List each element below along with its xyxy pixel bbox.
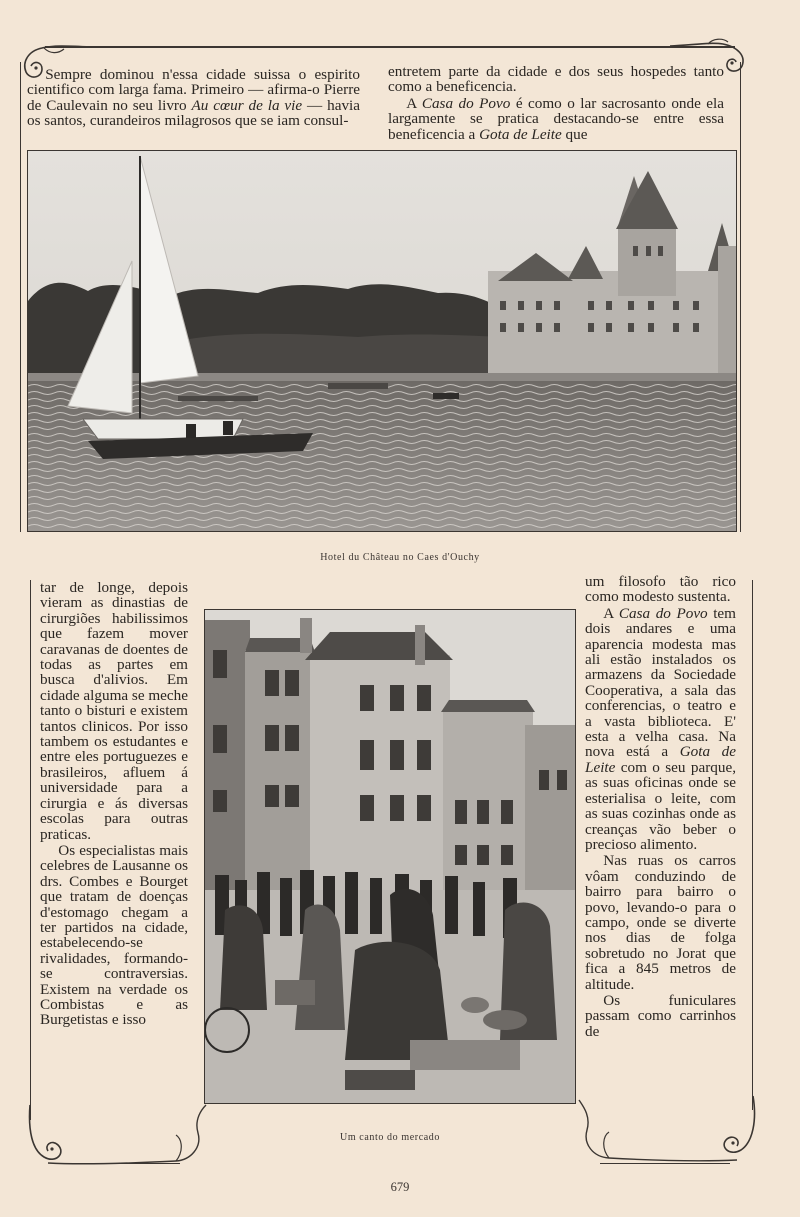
paragraph: Os funiculares passam como carrinhos de [585,991,736,1040]
paragraph: um filosofo tão rico como modesto sustenta. [585,573,736,606]
photo-hotel-chateau [27,150,737,532]
paragraph: tar de longe, depois vieram as dinastias de cirurgiões habilissimos que fazem mover caravanas de doentes de todas as partes em busca d'alivios. Em cidade alguma se meche tanto o bisturi e existem tantos clinicos. Por isso tambem os estudantes e entre eles portuguezes e brasileiros, afluem á universidade para a cirurgia e ás diversas escolas para outras praticas. [40,579,189,843]
paragraph: A Casa do Povo tem dois andares e uma aparencia modesta mas ali estão instalados os armazens da Sociedade Cooperativa, a sala das conferencias, o teatro e a vasta biblioteca. E' esta a velha casa. Na nova está a Gota de Leite com o seu parque, as suas oficinas onde se esterialisa o leite, com as suas cozinhas onde as creanças vão beber o precioso alimento. [585,604,736,853]
ornament-bottom-left-icon [26,1095,211,1175]
caption-market: Um canto do mercado [340,1132,440,1143]
frame-left-line-lower [30,580,31,1120]
frame-right-line-lower [752,580,753,1110]
top-left-column [27,67,360,129]
paragraph: A Casa do Povo é como o lar sacrosanto onde ela largamente se pratica destacando-se entre essa beneficencia a Gota de Leite que [388,94,724,143]
page-number: 679 [390,1180,410,1194]
top-right-column [388,64,724,142]
ornament-bottom-right-icon [575,1090,760,1170]
paragraph: entretem parte da cidade e dos seus hospedes tanto como a beneficencia. [388,63,724,96]
paragraph: Os especialistas mais celebres de Lausanne os drs. Combes e Bourget que tratam de doenças d'estomago chegam a ter partidos na cidade, estabelecendo-se rivalidades, formando-se contraversias. Existem na verdade os Combistas e as Burgetistas e isso [40,841,188,1029]
paragraph: Sempre dominou n'essa cidade suissa o espirito cientifico com larga fama. Primeiro — afirma-o Pierre de Caulevain no seu livro Au cœur de la vie — havia os santos, curandeiros milagrosos que se iam consul- [27,66,360,130]
frame-left-line-upper [20,62,21,532]
right-column [585,574,736,1039]
caption-hotel-chateau: Hotel du Château no Caes d'Ouchy [320,552,480,563]
frame-right-line-upper [740,62,741,532]
frame-top-line [45,46,735,48]
photo-market [204,609,576,1104]
paragraph: Nas ruas os carros vôam conduzindo de bairro para bairro o povo, levando-o para o campo, onde se diverte nos dias de folga sobretudo no Jorat que fica a 845 metros de altitude. [585,852,736,993]
left-column [40,580,188,1028]
